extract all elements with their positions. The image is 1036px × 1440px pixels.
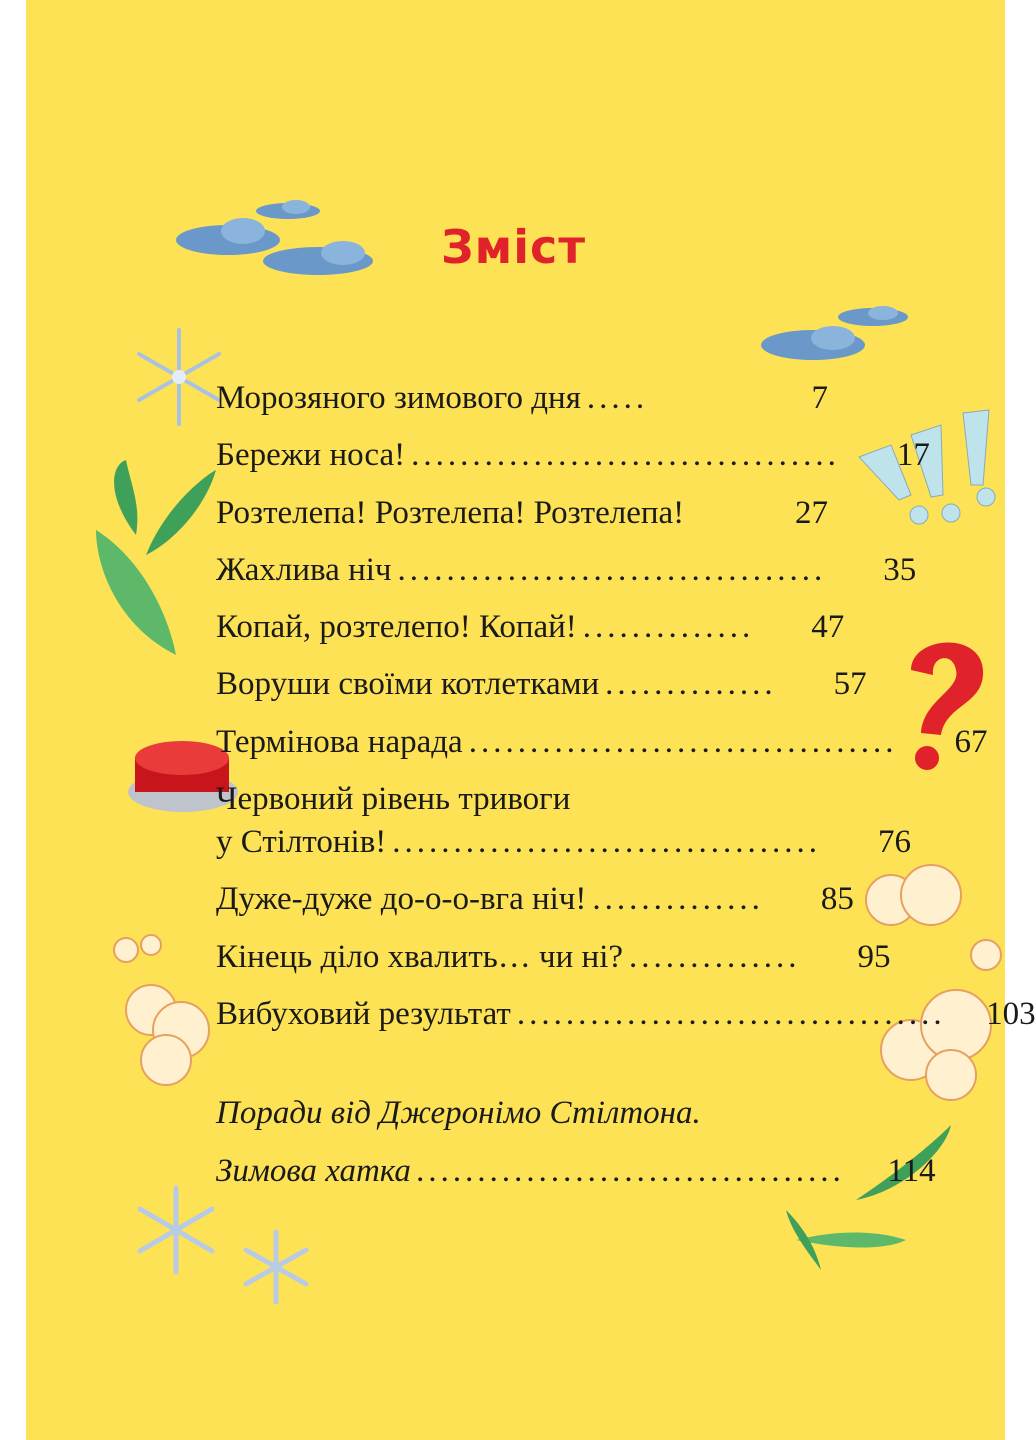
entry-page: 114 (887, 1152, 936, 1189)
entry-title: Копай, розтелепо! Копай! (216, 609, 577, 646)
entry-title: Вибуховий результат (216, 995, 511, 1032)
popcorn-illustration (106, 930, 226, 1110)
toc-entry[interactable] (216, 542, 917, 599)
entry-page: 47 (811, 609, 845, 646)
toc-entry[interactable] (216, 485, 828, 542)
toc-entry[interactable] (216, 656, 867, 713)
dot-leader: .............. (592, 881, 764, 918)
appendix-heading[interactable] (216, 1085, 828, 1142)
entry-title: Червоний рівень тривоги (216, 781, 571, 818)
entry-page: 76 (878, 824, 912, 861)
dot-leader: ................................... (411, 437, 840, 474)
dot-leader: .............. (629, 938, 801, 975)
toc-entry-line1[interactable] (216, 771, 828, 818)
entry-page: 85 (820, 881, 854, 918)
toc-entry[interactable] (216, 714, 988, 771)
book-page (26, 0, 1036, 1440)
appendix-title-line1: Поради від Джеронімо Стілтона. (216, 1095, 701, 1132)
toc-entry[interactable] (216, 427, 930, 484)
entry-title: Зимова хатка (216, 1152, 411, 1189)
clouds-illustration (758, 300, 918, 370)
toc-entry[interactable] (216, 986, 1036, 1043)
toc-entry[interactable] (216, 871, 854, 928)
entry-page: 35 (883, 551, 917, 588)
dot-leader: ................................... (416, 1152, 846, 1189)
dot-leader: ................................... (392, 824, 822, 861)
entry-page: 17 (896, 437, 930, 474)
entry-title: Бережи носа! (216, 437, 406, 474)
entry-title: Жахлива ніч (216, 551, 392, 588)
dot-leader: ................................... (516, 995, 946, 1032)
clouds-illustration (148, 195, 398, 285)
feathers-illustration (66, 445, 226, 665)
entry-title: Термінова нарада (216, 723, 463, 760)
dot-leader: .............. (605, 666, 777, 703)
entry-page: 57 (833, 666, 867, 703)
entry-page: 95 (857, 938, 891, 975)
entry-page: 103 (986, 995, 1036, 1032)
toc-entry[interactable] (216, 599, 845, 656)
dot-leader: ................................... (468, 723, 898, 760)
appendix-entry[interactable] (216, 1143, 936, 1200)
entry-title: Кінець діло хвалить… чи ні? (216, 938, 624, 975)
entry-page: 67 (954, 723, 988, 760)
dot-leader: ................................... (397, 551, 827, 588)
entry-title: Дуже-дуже до-о-о-вга ніч! (216, 881, 587, 918)
table-of-contents (216, 370, 1036, 1200)
entry-title: Розтелепа! Розтелепа! Розтелепа! (216, 494, 685, 531)
entry-title: Морозяного зимового дня (216, 380, 581, 416)
entry-page: 27 (795, 494, 828, 531)
dot-leader: ..... (586, 380, 649, 416)
entry-title: Воруши своїми котлетками (216, 666, 600, 703)
toc-entry[interactable] (216, 929, 891, 986)
entry-page: 7 (811, 380, 828, 416)
page-title: Зміст (441, 220, 586, 274)
dot-leader: .............. (582, 609, 755, 646)
entry-title: у Стілтонів! (216, 824, 387, 861)
toc-entry[interactable] (216, 370, 828, 427)
toc-entry[interactable] (216, 814, 912, 871)
